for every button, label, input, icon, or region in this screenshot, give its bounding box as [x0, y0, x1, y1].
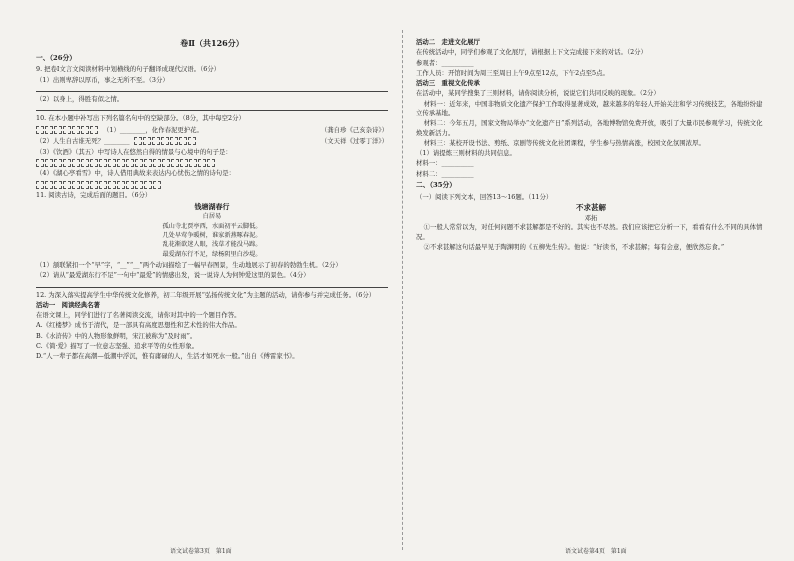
question-9: 9. 把卷Ⅰ文言文阅读材料中划横线的句子翻译成现代汉语。（6分） [36, 65, 221, 74]
question-11: 11. 阅读古诗，完成后面的题目。（6分） [36, 190, 152, 199]
q10-row-1 [36, 126, 388, 135]
activity-3-title: 活动三 重视文化传承 [416, 79, 480, 88]
activity-1-title: 活动一 阅读经典名著 [36, 300, 100, 309]
poem-title: 钱塘湖春行 [194, 201, 230, 211]
left-page [36, 38, 388, 362]
section-one: 一、（26分） [36, 53, 77, 62]
poem [36, 202, 388, 259]
q10-row-4 [36, 181, 388, 189]
q10-3-text: （3）《饮酒》（其五）中写诗人在悠然自得的情景与心境中的句子是： [36, 148, 232, 157]
activity-1-desc: 在语文课上，同学们进行了名著阅读交流，请你对其中的一个题目作答。 [36, 311, 241, 320]
essay-paragraph-2: ②不求甚解这句话最早见于陶渊明的《五柳先生传》。他说：“好读书，不求甚解；每有会意，便欣然忘食。” [423, 242, 725, 251]
answer-boxes [36, 159, 216, 167]
option-d: D.“人一辈子都在高潮—低潮中浮沉，惟有庸碌的人，生活才如死水一般。”出自《傅雷家书》。 [36, 352, 299, 361]
poem-line: 乱花渐欲迷人眼，浅草才能没马蹄。 [162, 241, 262, 249]
poem-line: 最爱湖东行不足，绿杨阴里白沙堤。 [162, 250, 262, 258]
answer-line [36, 282, 388, 288]
question-11-1: （1）颔联紧扣一个“早”字，“__”“__”两个动词描绘了一幅早春图景，生动地展示了初春的勃勃生机。（2分） [36, 260, 342, 269]
material-1: 材料一：近年来，中国非物质文化遗产保护工作取得显著成效，越来越多的年轻人开始关注和学习传统技艺，各地纷纷建立传承基地。 [416, 99, 763, 117]
footer-left: 语文试卷第3页 第1面 [170, 548, 232, 555]
option-c: C.《简·爱》描写了一位意志坚强、追求平等的女性形象。 [36, 341, 199, 350]
answer-boxes [134, 137, 197, 145]
footer-right: 语文试卷第4页 第1面 [565, 548, 627, 555]
answer-boxes [36, 126, 99, 134]
question-9-2: （2）以身上，得胜有似之情。 [36, 95, 124, 103]
q10-2-text: （2）人生自古谁无死？________ [36, 136, 130, 145]
essay-title: 不求甚解 [576, 203, 606, 213]
q10-4-text: （4）《湖心亭看雪》中，诗人借用典故来表达内心忧伤之情的诗句是： [36, 169, 235, 178]
poem-line: 几处早莺争暖树，谁家新燕啄春泥。 [162, 232, 262, 240]
section-two: 二、（35分） [416, 180, 457, 189]
activity-2-title: 活动二 走进文化展厅 [416, 38, 480, 46]
question-10: 10. 在本小题中补写出下列名篇名句中的空缺部分。（8分，其中每空2分） [36, 114, 245, 123]
material-2: 材料二：今年五月，国家文物局举办“文化遗产日”系列活动，各地博物馆免费开放，吸引了大量市民参观学习，传统文化焕发新活力。 [416, 119, 763, 137]
answer-boxes [36, 181, 162, 189]
q10-row-2 [36, 137, 388, 146]
staff-line: 工作人员：开馆时间为周三至周日上午9点至12点，下午2点至5点。 [416, 68, 609, 77]
right-page [416, 38, 766, 253]
material-answer-2: 材料二：__________ [416, 169, 474, 178]
material-3: 材料三：某校开设书法、剪纸、京剧等传统文化社团课程，学生参与热情高涨，校园文化氛围浓厚。 [423, 138, 705, 147]
question-9-1: （1）出则卑辞以厚币，事之无所不至。（3分） [36, 75, 169, 84]
q10-row-3 [36, 159, 388, 167]
option-b: B.《水浒传》中的人物形象鲜明，宋江被称为“及时雨”。 [36, 331, 197, 340]
material-answer-1: 材料一：__________ [416, 159, 474, 168]
answer-line [36, 86, 388, 92]
essay-paragraph-1: ①一般人常常以为，对任何问题不求甚解都是不好的。其实也不尽然。我们应该把它分析一下，看看有什么不同的具体情况。 [416, 223, 763, 241]
visitor-line: 参观者：__________ [416, 58, 474, 67]
paper-title: 卷Ⅱ（共126分） [180, 38, 244, 48]
q10-1-text: （1）________，化作春泥更护花。 [103, 125, 203, 134]
activity-3-question: （1）请提炼三则材料的共同信息。 [416, 149, 516, 158]
answer-line [36, 105, 388, 111]
q10-2-source: （文天祥《过零丁洋》） [320, 136, 388, 145]
poem-author: 白居易 [202, 213, 222, 221]
activity-3-desc: 在活动中，某同学搜集了三则材料，请你阅读分析，说说它们共同反映的现象。（2分） [416, 89, 660, 98]
reading-intro: （一）阅读下列文本，回答13～16题。（11分） [416, 192, 553, 201]
q10-1-source: （龚自珍《己亥杂诗》） [320, 125, 388, 134]
option-a: A.《红楼梦》成书于清代，是一部具有高度思想性和艺术性的伟大作品。 [36, 321, 241, 330]
poem-line: 孤山寺北贾亭西，水面初平云脚低。 [162, 222, 262, 230]
essay-author: 邓拓 [584, 213, 598, 222]
activity-2-desc: 在传统活动中，同学们参观了文化展厅，请根据上下文完成接下来的对话。（2分） [416, 48, 647, 57]
question-11-2: （2）请从“最爱湖东行不足”一句中“最爱”的情感出发，说一说诗人为何钟爱这里的景色。（4分） [36, 271, 310, 280]
page-divider [402, 30, 403, 550]
question-12: 12. 为深入落实提高学生中华传统文化修养，初二年级开展“弘扬传统文化”为主题的活动，请你参与并完成任务。（6分） [36, 290, 376, 299]
